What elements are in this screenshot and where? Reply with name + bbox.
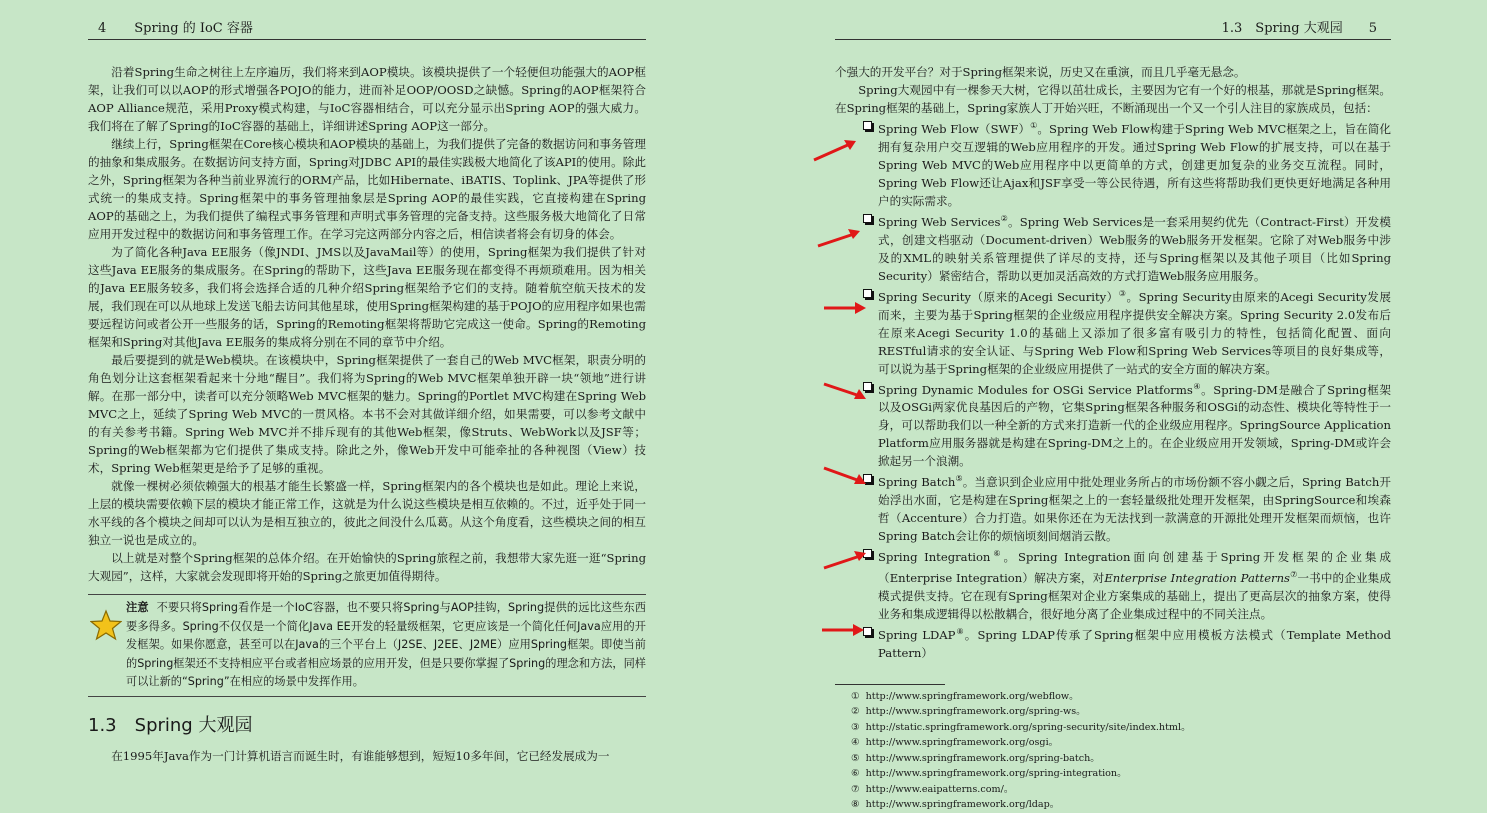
- footnote-mark: ①: [1030, 121, 1038, 130]
- red-arrow-icon: [812, 138, 858, 162]
- footnote-mark: ⑤: [955, 474, 963, 484]
- left-running-title: Spring 的 IoC 容器: [134, 21, 253, 36]
- footnote: [851, 782, 1391, 798]
- item-emphasis: Enterprise Integration Patterns: [1104, 571, 1291, 586]
- section-heading: [88, 714, 646, 736]
- item-text: 。当意识到企业应用中批处理业务所占的市场份额不容小觑之后，Spring Batch开始浮出水面，它是构建在Spring框架之上的一套轻量级批处理开发框架，由SpringSource和埃森哲（Accenture）合力打造。如果你还在为无法找到一款满意的开源批处理开发框架而烦恼，也许Spring Batch会让你的烦恼顷刻间烟消云散。: [878, 475, 1391, 544]
- section-title: Spring 大观园: [134, 714, 253, 736]
- red-arrow-icon: [822, 548, 868, 572]
- right-body: [835, 40, 1391, 813]
- item-text: 。Spring-DM是融合了Spring框架以及OSGi两家优良基因后的产物，它集Spring框架各种服务和OSGi的动态性、模块化等特性于一身，可以帮助我们以一种全新的方式来打造新一代的企业级应用程序。SpringSource Application Platform应用服务器就是构建在Spring-DM之上的。在企业级应用开发领域，Spring-DM或许会掀起另一个浪潮。: [878, 382, 1391, 469]
- star-icon: [90, 609, 122, 641]
- item-name: Spring Web Flow（SWF）: [878, 121, 1031, 136]
- footnote-url: http://www.springframework.org/webflow。: [865, 690, 1079, 702]
- footnote: [851, 751, 1391, 767]
- list-item: [863, 470, 1391, 545]
- footnote-mark: ⑦: [851, 783, 860, 795]
- footnote-mark: ①: [851, 690, 860, 702]
- paragraph: Spring大观园中有一棵参天大树，它得以茁壮成长，主要因为它有一个好的根基，那就是Spring框架。在Spring框架的基础上，Spring家族人丁开始兴旺，不断涌现出一个又一个引人注目的家族成员，包括：: [835, 83, 1391, 115]
- item-text: 。Spring LDAP传承了Spring框架中应用模板方法模式（Template Method Pattern）: [878, 627, 1392, 660]
- left-page: [88, 0, 646, 805]
- footnote-mark: ②: [851, 706, 860, 718]
- paragraph: 继续上行，Spring框架在Core核心模块和AOP模块的基础上，为我们提供了完备的数据访问和事务管理的抽象和集成服务。在数据访问支持方面，Spring对JDBC API的最佳实践极大地简化了该API的使用。除此之外，Spring框架为各种当前业界流行的ORM产品，比如Hibernate、iBATIS、Toplink、JPA等提供了形式统一的集成支持。Spring框架中的事务管理抽象层是Spring AOP的最佳实践，它直接构建在Spring AOP的基础之上，为我们提供了编程式事务管理和声明式事务管理的完备支持。这些服务极大地简化了日常应用开发过程中的数据访问和事务管理工作。在学习完这两部分内容之后，相信读者将会有切身的体会。: [88, 137, 646, 241]
- footnote-rule: [835, 684, 945, 685]
- list-item: [863, 545, 1391, 623]
- item-name: Spring LDAP: [878, 627, 956, 642]
- left-page-number: 4: [98, 21, 107, 36]
- list-item: [863, 285, 1391, 378]
- footnote-mark: ⑧: [955, 627, 965, 637]
- item-text-before: 。Spring Integration面向创建基于Spring开发框架的企业集成（Enterprise Integration）解决方案，对: [878, 550, 1392, 586]
- left-body: [88, 40, 646, 765]
- footnote-mark: ③: [851, 721, 860, 733]
- paragraph: 最后要提到的就是Web模块。在该模块中，Spring框架提供了一套自己的Web MVC框架，职责分明的角色划分让这套框架看起来十分地“醒目”。我们将为Spring的Web MVC框架单独开辟一块“领地”进行讲解。在那一部分中，读者可以充分领略Web MVC框架的魅力。Spring的Portlet MVC构建在Spring Web MVC之上，延续了Spring Web MVC的一贯风格。本书不会对其做详细介绍，如果需要，可以参考文献中的有关参考书籍。Spring Web MVC并不排斥现有的其他Web框架，像Struts、WebWork以及JSF等；Spring的Web框架都为它们提供了集成支持。除此之外，像Web开发中可能牵扯的各种视图（View）技术，Spring Web框架更是给予了足够的重视。: [88, 353, 646, 475]
- item-name: Spring Web Services: [878, 214, 1001, 229]
- footnote-url: http://static.springframework.org/spring-security/site/index.html。: [865, 721, 1191, 733]
- list-item: [863, 210, 1391, 285]
- right-running-head: [835, 0, 1391, 40]
- footnote-mark: ④: [1192, 381, 1202, 391]
- list-item: [863, 117, 1391, 210]
- footnote: [851, 797, 1391, 813]
- item-name: Spring Security（原来的Acegi Security）: [878, 289, 1119, 304]
- checkbox-bullet-icon: [863, 214, 872, 223]
- red-arrow-icon: [822, 296, 868, 320]
- left-running-head: [88, 0, 646, 40]
- footnote-mark: ④: [851, 737, 860, 749]
- footnote: [851, 735, 1391, 751]
- item-text: 。Spring Security由原来的Acegi Security发展而来，主要为基于Spring框架的企业级应用程序提供安全解决方案。Spring Security 2.0发布后在原来Acegi Security 1.0的基础上又添加了很多富有吸引力的特性，包括简化配置、面向RESTful请求的安全认证、与Spring Web Flow和Spring Web Services等项目的良好集成等，可以说为基于Spring框架的企业级应用提供了一站式的安全方面的解决方案。: [878, 289, 1391, 376]
- red-arrow-icon: [822, 380, 868, 404]
- red-arrow-icon: [820, 618, 866, 642]
- note-label: 注意: [126, 601, 149, 614]
- note-text: 不要只将Spring看作是一个IoC容器，也不要只将Spring与AOP挂钩，Spring提供的远比这些东西要多得多。Spring不仅仅是一个简化Java EE开发的轻量级框架，它更应该是一个简化任何Java应用的开发框架。如果你愿意，甚至可以在Java的三个平台上（J2SE、J2EE、J2ME）应用Spring框架。即使当前的Spring框架还不支持相应平台或者相应场景的应用开发，但是只要你掌握了Spring的理念和方法，同样可以让新的“Spring”在相应的场景中发挥作用。: [126, 601, 646, 688]
- footnote-mark: ⑧: [851, 799, 860, 811]
- footnote: [851, 720, 1391, 736]
- item-name: Spring Batch: [878, 475, 956, 490]
- paragraph: 以上就是对整个Spring框架的总体介绍。在开始愉快的Spring旅程之前，我想带大家先逛一逛“Spring大观园”，这样，大家就会发现即将开始的Spring之旅更加值得期待。: [88, 551, 646, 583]
- red-arrow-icon: [822, 464, 868, 488]
- paragraph: 沿着Spring生命之树往上左序遍历，我们将来到AOP模块。该模块提供了一个轻便但功能强大的AOP框架，让我们可以以AOP的形式增强各POJO的能力，进而补足OOP/OOSD之缺憾。Spring的AOP框架符合AOP Alliance规范，采用Proxy模式构建，与IoC容器相结合，可以充分显示出Spring AOP的强大威力。我们将在了解了Spring的IoC容器的基础上，详细讲述Spring AOP这一部分。: [88, 65, 646, 133]
- footnote-url: http://www.springframework.org/spring-batch。: [865, 752, 1100, 764]
- right-running-title: 1.3 Spring 大观园: [1221, 21, 1343, 36]
- item-text: 。Spring Web Flow构建于Spring Web MVC框架之上，旨在简化拥有复杂用户交互逻辑的Web应用程序的开发。通过Spring Web Flow的扩展支持，可以在基于Spring Web MVC的Web应用程序中以更简单的方式，创建更加复杂的业务交互流程。同时，Spring Web Flow还让Ajax和JSF享受一等公民待遇，所有这些将帮助我们更快更好地满足各种用户的实际需求。: [878, 121, 1392, 208]
- section-intro: 在1995年Java作为一门计算机语言而诞生时，有谁能够想到，短短10多年间，它已经发展成为一: [111, 748, 610, 763]
- footnote-mark: ⑦: [1290, 570, 1298, 580]
- footnote-url: http://www.eaipatterns.com/。: [865, 783, 1014, 795]
- footnote-url: http://www.springframework.org/osgi。: [865, 737, 1059, 749]
- continued-text: 个强大的开发平台？对于Spring框架来说，历史又在重演，而且几乎毫无悬念。: [835, 65, 1246, 79]
- footnote: [851, 766, 1391, 782]
- footnote-url: http://www.springframework.org/spring-integration。: [865, 768, 1127, 780]
- right-page-number: 5: [1368, 21, 1377, 36]
- footnote-mark: ⑥: [851, 768, 860, 780]
- footnote: [851, 689, 1391, 705]
- footnote: [851, 704, 1391, 720]
- footnote-url: http://www.springframework.org/ldap。: [865, 799, 1060, 811]
- footnote-mark: ②: [1000, 213, 1009, 223]
- item-text: 。Spring Web Services是一套采用契约优先（Contract-First）开发模式，创建文档驱动（Document-driven）Web服务的Web服务开发框架。它除了对Web服务中涉及的XML的映射关系管理提供了详尽的支持，还与Spring框架以及其他子项目（比如Spring Security）紧密结合，帮助以更加灵活高效的方式打造Web服务应用服务。: [878, 214, 1391, 283]
- red-arrow-icon: [816, 226, 862, 250]
- footnote-url: http://www.springframework.org/spring-ws。: [865, 706, 1086, 718]
- feature-list: [835, 117, 1391, 662]
- footnote-mark: ③: [1118, 288, 1127, 298]
- section-number: 1.3: [88, 714, 117, 736]
- list-item: [863, 378, 1391, 471]
- footnote-mark: ⑥: [990, 549, 1004, 559]
- right-page: [835, 0, 1392, 811]
- checkbox-bullet-icon: [863, 121, 872, 130]
- footnote-mark: ⑤: [851, 752, 860, 764]
- note-box: [88, 594, 646, 697]
- paragraph: 为了简化各种Java EE服务（像JNDI、JMS以及JavaMail等）的使用，Spring框架为我们提供了针对这些Java EE服务的集成服务。在Spring的帮助下，这些Java EE服务现在都变得不再烦琐难用。因为相关的Java EE服务较多，我们将会选择合适的几种介绍Spring框架给予它们的支持。随着航空航天技术的发展，我们现在可以从地球上发送飞船去访问其他星球，使用Spring框架构建的基于POJO的应用程序如果也需要远程访问或者公开一些服务的话，Spring的Remoting框架将帮助它完成这一使命。Spring的Remoting框架和Spring对其他Java EE服务的集成将分别在不同的章节中介绍。: [88, 245, 646, 349]
- paragraph: 就像一棵树必须依赖强大的根基才能生长繁盛一样，Spring框架内的各个模块也是如此。理论上来说，上层的模块需要依赖下层的模块才能正常工作，这就是为什么说这些模块是相互依赖的。不过，近乎处于同一水平线的各个模块之间却可以认为是相互独立的，彼此之间没什么瓜葛。从这个角度看，这些模块之间的相互独立一说也是成立的。: [88, 479, 646, 547]
- item-name: Spring Dynamic Modules for OSGi Service Platforms: [878, 382, 1193, 397]
- list-item: [863, 623, 1391, 662]
- footnotes: [835, 689, 1391, 813]
- item-text: 一书中的企业集成模式提供支持。它在现有Spring框架对企业方案集成的基础上，提出了更高层次的抽象方案，使得业务和集成逻辑得以松散耦合，很好地分离了企业集成过程中的不同关注点。: [878, 571, 1391, 622]
- item-name: Spring Integration: [878, 550, 991, 565]
